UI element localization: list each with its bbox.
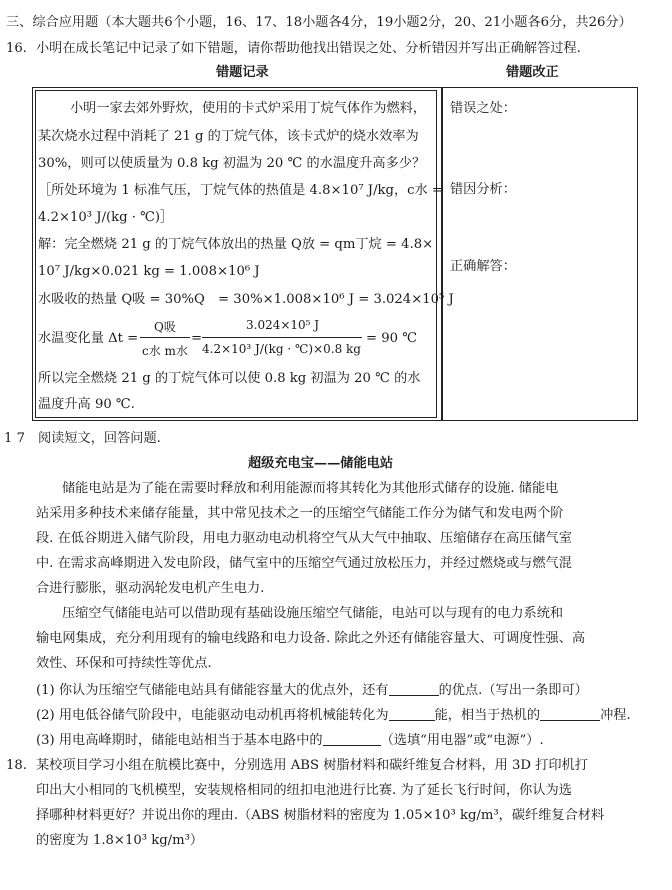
formula-numerator-2: 3.024×10⁵ J bbox=[246, 318, 320, 332]
passage-title: 超级充电宝——储能电站 bbox=[248, 456, 394, 471]
record-line: 10⁷ J/kg×0.021 kg = 1.008×10⁶ J bbox=[38, 264, 260, 279]
fraction-bar bbox=[140, 337, 190, 338]
record-line: 某次烧水过程中消耗了 21 g 的丁烷气体，该卡式炉的烧水效率为 bbox=[38, 129, 419, 144]
sub-question-3: (3) 用电高峰期时，储能电站相当于基本电路中的 （选填“用电器”或“电源”）. bbox=[36, 733, 544, 748]
question-17-prompt: 阅读短文，回答问题. bbox=[38, 431, 161, 446]
passage-line: 站采用多种技术来储存能量，其中常见技术之一的压缩空气储能工作分为储气和发电两个阶 bbox=[36, 506, 564, 521]
table-header-right: 错题改正 bbox=[506, 65, 559, 80]
passage-line: 效性、环保和可持续性等优点. bbox=[36, 656, 212, 671]
record-line: 小明一家去郊外野炊，使用的卡式炉采用丁烷气体作为燃料， bbox=[70, 101, 427, 116]
table-divider bbox=[441, 87, 443, 421]
table-header-left: 错题记录 bbox=[216, 65, 269, 80]
question-18-line: 择哪种材料更好？并说出你的理由.（ABS 树脂材料的密度为 1.05×10³ kg/m³，碳纤维复合材料 bbox=[36, 808, 605, 823]
correction-error-label: 错误之处： bbox=[450, 101, 516, 116]
record-line: 解：完全燃烧 21 g 的丁烷气体放出的热量 Q放 = qm丁烷 = 4.8× bbox=[38, 237, 434, 252]
section-header: 三、综合应用题（本大题共6个小题，16、17、18小题各4分，19小题2分，20、21小题各6分，共26分） bbox=[6, 15, 632, 30]
question-18-line: 的密度为 1.8×10³ kg/m³） bbox=[36, 833, 204, 848]
correction-answer-label: 正确解答： bbox=[450, 259, 516, 274]
record-line: 温度升高 90 ℃. bbox=[38, 397, 135, 412]
passage-line: 中. 在需求高峰期进入发电阶段，储气室中的压缩空气通过放松压力，并经过燃烧或与燃气混 bbox=[36, 556, 572, 571]
formula-numerator-1: Q吸 bbox=[154, 320, 176, 334]
question-18-line: 某校项目学习小组在航模比赛中，分别选用 ABS 树脂材料和碳纤维复合材料，用 3D 打印机打 bbox=[36, 758, 588, 773]
record-line: ［所处环境为 1 标准气压，丁烷气体的热值是 4.8×10⁷ J/kg，c水 = bbox=[38, 183, 443, 198]
sub-question-1: (1) 你认为压缩空气储能电站具有储能容量大的优点外，还有 的优点.（写出一条即可） bbox=[36, 683, 588, 698]
formula-result: = 90 ℃ bbox=[366, 331, 417, 346]
passage-line: 输电网集成，充分利用现有的输电线路和电力设备. 除此之外还有储能容量大、可调度性强、高 bbox=[36, 631, 586, 646]
formula-denominator-2: 4.2×10³ J/(kg · ℃)×0.8 kg bbox=[202, 342, 361, 356]
answer-blank[interactable] bbox=[323, 731, 381, 746]
passage-line: 合进行膨胀，驱动涡轮发电机产生电力. bbox=[36, 581, 265, 596]
passage-line: 压缩空气储能电站可以借助现有基础设施压缩空气储能，电站可以与现有的电力系统和 bbox=[62, 606, 564, 621]
question-16-number: 16. bbox=[6, 41, 27, 56]
answer-blank[interactable] bbox=[389, 706, 435, 721]
sub-question-2: (2) 用电低谷储气阶段中，电能驱动电动机再将机械能转化为 能，相当于热机的 冲程. bbox=[36, 708, 631, 723]
formula-prefix: 水温变化量 Δt = bbox=[38, 331, 139, 346]
formula-denominator-1: c水 m水 bbox=[142, 344, 188, 358]
fraction-bar bbox=[202, 337, 362, 338]
record-line: 4.2×10³ J/(kg · ℃)］ bbox=[38, 210, 174, 225]
answer-blank[interactable] bbox=[540, 706, 600, 721]
record-line: 30%，则可以使质量为 0.8 kg 初温为 20 ℃ 的水温度升高多少？ bbox=[38, 156, 426, 171]
question-18-line: 印出大小相同的飞机模型，安装规格相同的纽扣电池进行比赛. 为了延长飞行时间，你认为选 bbox=[36, 783, 572, 798]
record-line: 所以完全燃烧 21 g 的丁烷气体可以使 0.8 kg 初温为 20 ℃ 的水 bbox=[38, 371, 421, 386]
correction-cause-label: 错因分析： bbox=[450, 182, 516, 197]
question-16-prompt: 小明在成长笔记中记录了如下错题，请你帮助他找出错误之处、分析错因并写出正确解答过程. bbox=[36, 41, 581, 56]
question-17-number: 1 7 bbox=[4, 431, 25, 446]
passage-line: 储能电站是为了能在需要时释放和利用能源而将其转化为其他形式储存的设施. 储能电 bbox=[62, 481, 559, 496]
record-line: 水吸收的热量 Q吸 = 30%Q = 30%×1.008×10⁶ J = 3.024×10⁵ J bbox=[38, 292, 454, 307]
question-18-number: 18. bbox=[6, 758, 27, 773]
passage-line: 段. 在低谷期进入储气阶段，用电力驱动电动机将空气从大气中抽取、压缩储存在高压储气室 bbox=[36, 531, 572, 546]
answer-blank[interactable] bbox=[389, 681, 439, 696]
